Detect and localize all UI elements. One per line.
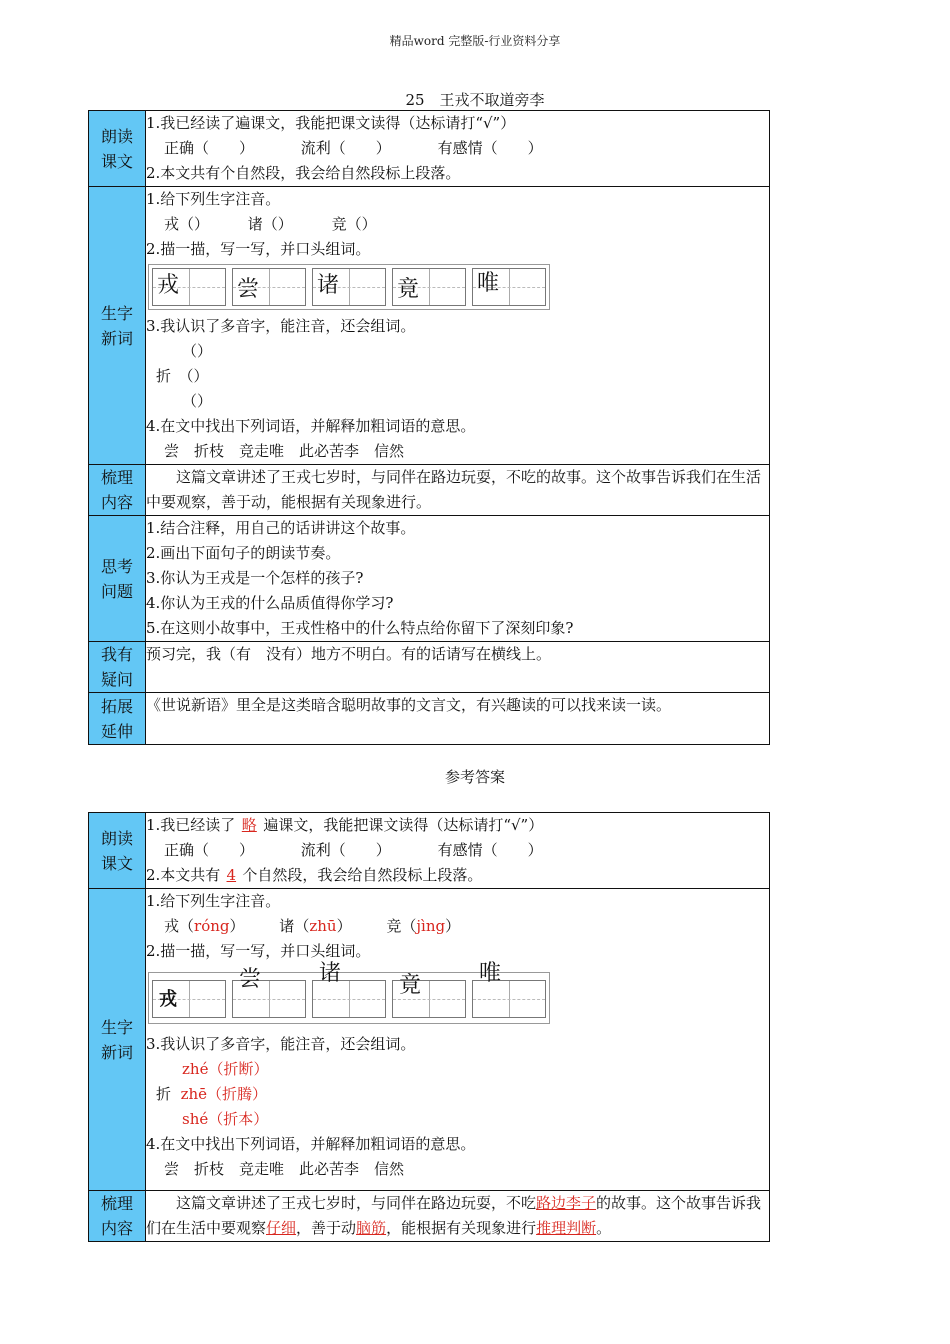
writing-box bbox=[312, 268, 386, 306]
read-opt-correct: 正确（ ） bbox=[164, 139, 255, 157]
writing-box bbox=[392, 268, 466, 306]
label-extend-2: 延伸 bbox=[100, 721, 133, 741]
pinyin-item: 诸（） bbox=[247, 215, 293, 233]
read-opt-fluent: 流利（ ） bbox=[300, 139, 391, 157]
writing-box bbox=[152, 980, 226, 1018]
label-think-2: 问题 bbox=[100, 581, 133, 601]
pinyin-answer: zhū bbox=[309, 917, 337, 935]
writing-box bbox=[472, 961, 546, 1018]
answer-words-cell bbox=[146, 889, 770, 1191]
label-doubt-2: 疑问 bbox=[100, 670, 133, 689]
writing-box bbox=[232, 268, 306, 306]
content-part: 的故事。这个故事告诉我们在生活中要观察 bbox=[146, 1194, 762, 1237]
answer-polyphone bbox=[146, 1107, 769, 1132]
label-new-words-1: 生字 bbox=[100, 303, 133, 323]
writing-grid bbox=[148, 264, 769, 312]
page-header: 精品word 完整版-行业资料分享 bbox=[389, 34, 561, 48]
words-q3: 3.我认识了多音字，能注音，还会组词。 bbox=[146, 317, 416, 335]
label-new-words bbox=[89, 889, 146, 1191]
label-doubt-1: 我有 bbox=[100, 645, 133, 664]
polyphone-char: 折 bbox=[156, 1085, 172, 1103]
answer-paragraph-count: 4 bbox=[226, 866, 237, 884]
think-question: 5.在这则小故事中，王戎性格中的什么特点给你留下了深刻印象? bbox=[146, 619, 574, 637]
grid-char: 竟 bbox=[399, 973, 422, 998]
label-content-1: 梳理 bbox=[100, 468, 133, 487]
read-opt-emotion: 有感情（ ） bbox=[437, 841, 543, 859]
words-q2: 2.描一描，写一写，并口头组词。 bbox=[146, 942, 371, 960]
answer-read-q2 bbox=[146, 863, 769, 888]
content-answer: 路边李子 bbox=[536, 1194, 597, 1212]
writing-box bbox=[152, 268, 226, 306]
answer-read-q2-pre: 2.本文共有 bbox=[146, 866, 221, 884]
content-answer: 推理判断 bbox=[536, 1219, 597, 1237]
label-content bbox=[89, 1191, 146, 1242]
doubt-cell bbox=[146, 642, 770, 693]
writing-box bbox=[392, 973, 466, 1018]
polyphone-word: （折腾） bbox=[207, 1085, 268, 1103]
polyphone-pinyin: shé bbox=[182, 1110, 209, 1128]
read-opt-correct: 正确（ ） bbox=[164, 841, 255, 859]
read-opt-fluent: 流利（ ） bbox=[300, 841, 391, 859]
think-question: 3.你认为王戎是一个怎样的孩子? bbox=[146, 569, 364, 587]
label-extend-1: 拓展 bbox=[100, 696, 133, 716]
practice-table bbox=[88, 110, 770, 745]
answer-table bbox=[88, 812, 770, 1242]
grid-char: 尝 bbox=[239, 967, 262, 992]
pinyin-answer: róng bbox=[194, 917, 230, 935]
answer-content-cell bbox=[146, 1191, 770, 1242]
writing-box bbox=[312, 961, 386, 1018]
label-think-1: 思考 bbox=[100, 556, 133, 576]
label-read-text-2: 课文 bbox=[100, 151, 133, 171]
pinyin-char: 竞 bbox=[386, 917, 402, 935]
answer-writing-grid bbox=[148, 961, 769, 1030]
pinyin-char: 诸 bbox=[279, 917, 295, 935]
polyphone-word: （折本） bbox=[208, 1110, 269, 1128]
label-new-words-2: 新词 bbox=[100, 328, 133, 348]
words-terms: 尝 折枝 竞走唯 此必苦李 信然 bbox=[164, 442, 405, 460]
think-cell bbox=[146, 516, 770, 642]
words-q1: 1.给下列生字注音。 bbox=[146, 190, 281, 208]
label-new-words-2: 新词 bbox=[100, 1042, 133, 1062]
content-part: 这篇文章讲述了王戎七岁时，与同伴在路边玩耍，不吃 bbox=[176, 1194, 537, 1212]
answer-read-cell bbox=[146, 813, 770, 889]
answer-read-q1-post: 遍课文，我能把课文读得（达标请打“√”） bbox=[263, 816, 544, 834]
content-cell bbox=[146, 465, 770, 516]
words-q2: 2.描一描，写一写，并口头组词。 bbox=[146, 240, 371, 258]
label-read-text-1: 朗读 bbox=[100, 126, 133, 146]
polyphone-blank: （） bbox=[182, 342, 213, 360]
writing-box bbox=[472, 268, 546, 306]
answer-content-text bbox=[146, 1191, 769, 1241]
writing-box bbox=[232, 967, 306, 1018]
extend-text: 《世说新语》里全是这类暗含聪明故事的文言文，有兴趣读的可以找来读一读。 bbox=[146, 696, 672, 714]
read-q1: 1.我已经读了遍课文，我能把课文读得（达标请打“√”） bbox=[146, 114, 516, 132]
think-question: 1.结合注释，用自己的话讲讲这个故事。 bbox=[146, 519, 416, 537]
grid-char: 诸 bbox=[317, 273, 340, 298]
polyphone-word: （折断） bbox=[208, 1060, 269, 1078]
content-answer: 脑筋 bbox=[356, 1219, 387, 1237]
label-think bbox=[89, 516, 146, 642]
label-read-text bbox=[89, 111, 146, 187]
words-cell bbox=[146, 187, 770, 465]
grid-char: 唯 bbox=[477, 271, 500, 296]
words-q4: 4.在文中找出下列词语，并解释加粗词语的意思。 bbox=[146, 1135, 476, 1153]
words-q1: 1.给下列生字注音。 bbox=[146, 892, 281, 910]
polyphone-blank: 折 （） bbox=[156, 367, 209, 385]
label-content-2: 内容 bbox=[100, 1219, 133, 1238]
grid-char: 尝 bbox=[237, 277, 260, 302]
words-q3: 3.我认识了多音字，能注音，还会组词。 bbox=[146, 1035, 416, 1053]
polyphone-pinyin: zhē bbox=[180, 1085, 208, 1103]
pinyin-answer: jìng bbox=[416, 917, 446, 935]
pinyin-char: 戎 bbox=[164, 917, 180, 935]
answer-title: 参考答案 bbox=[444, 768, 505, 786]
label-read-text bbox=[89, 813, 146, 889]
content-part: ，能根据有关现象进行 bbox=[386, 1219, 537, 1237]
polyphone-blank: （） bbox=[182, 392, 213, 410]
label-extend bbox=[89, 693, 146, 745]
grid-char: 诸 bbox=[319, 961, 342, 986]
answer-pinyin-row: 戎（róng） 诸（zhū） 竞（jìng） bbox=[164, 917, 461, 935]
grid-char: 戎 bbox=[159, 989, 177, 1010]
words-q4: 4.在文中找出下列词语，并解释加粗词语的意思。 bbox=[146, 417, 476, 435]
content-text: 这篇文章讲述了王戎七岁时，与同伴在路边玩耍，不吃的故事。这个故事告诉我们在生活中要观察，善于动，能根据有关现象进行。 bbox=[146, 468, 762, 511]
doubt-text: 预习完，我（有 没有）地方不明白。有的话请写在横线上。 bbox=[146, 645, 552, 663]
read-opt-emotion: 有感情（ ） bbox=[437, 139, 543, 157]
label-content-2: 内容 bbox=[100, 493, 133, 512]
label-content-1: 梳理 bbox=[100, 1194, 133, 1213]
answer-read-q1 bbox=[146, 813, 769, 838]
label-read-text-1: 朗读 bbox=[100, 828, 133, 848]
polyphone-pinyin: zhé bbox=[182, 1060, 209, 1078]
lesson-title: 25 王戎不取道旁李 bbox=[405, 91, 545, 109]
read-options bbox=[146, 136, 769, 161]
answer-read-count: 略 bbox=[241, 816, 257, 834]
think-question: 2.画出下面句子的朗读节奏。 bbox=[146, 544, 341, 562]
label-new-words-1: 生字 bbox=[100, 1017, 133, 1037]
content-part: ，善于动 bbox=[296, 1219, 357, 1237]
extend-cell bbox=[146, 693, 770, 745]
answer-polyphone bbox=[146, 1082, 769, 1107]
label-content bbox=[89, 465, 146, 516]
grid-char: 戎 bbox=[157, 273, 180, 298]
pinyin-item: 戎（） bbox=[164, 215, 210, 233]
read-q2: 2.本文共有个自然段，我会给自然段标上段落。 bbox=[146, 164, 461, 182]
grid-char: 唯 bbox=[479, 961, 502, 986]
label-new-words bbox=[89, 187, 146, 465]
pinyin-item: 竞（） bbox=[331, 215, 377, 233]
pinyin-row bbox=[146, 212, 769, 237]
answer-polyphone bbox=[146, 1057, 769, 1082]
read-cell bbox=[146, 111, 770, 187]
label-read-text-2: 课文 bbox=[100, 853, 133, 873]
think-question: 4.你认为王戎的什么品质值得你学习? bbox=[146, 594, 394, 612]
grid-char: 竟 bbox=[397, 277, 420, 302]
answer-read-options bbox=[146, 838, 769, 863]
label-doubt bbox=[89, 642, 146, 693]
content-answer: 仔细 bbox=[266, 1219, 297, 1237]
answer-read-q2-post: 个自然段，我会给自然段标上段落。 bbox=[242, 866, 483, 884]
content-part: 。 bbox=[596, 1219, 612, 1237]
words-terms: 尝 折枝 竞走唯 此必苦李 信然 bbox=[164, 1160, 405, 1178]
answer-read-q1-pre: 1.我已经读了 bbox=[146, 816, 236, 834]
